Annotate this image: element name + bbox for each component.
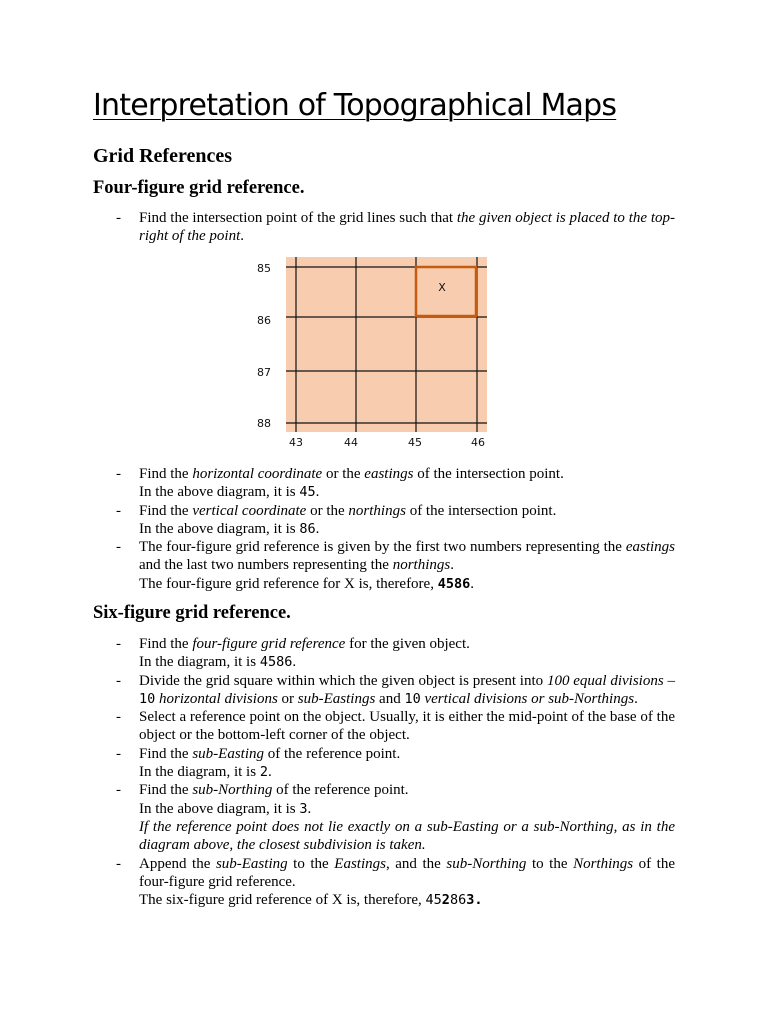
- list-item: [0, 502, 675, 539]
- northing-label: 86: [257, 314, 271, 327]
- list-item: - Divide the grid square within which the given object is present into 100 equal divisions – 10 horizontal divisions or sub-Eastings and 10 vertical divisions or sub-Northings.: [0, 672, 675, 709]
- step-result: In the above diagram, it is 45.: [139, 484, 320, 501]
- step-note: If the reference point does not lie exactly on a sub-Easting or a sub-Northing, as in the diagram above, the closest subdivision is taken.: [139, 818, 675, 854]
- easting-label: 46: [471, 436, 485, 449]
- step-line: - Find the sub-Northing of the reference point.: [139, 782, 409, 799]
- step-result: In the diagram, it is 2.: [139, 764, 272, 781]
- four-figure-steps: [0, 465, 768, 593]
- list-item: [0, 745, 675, 782]
- page-title: Interpretation of Topographical Maps: [93, 88, 617, 123]
- step-result: In the diagram, it is 4586.: [139, 654, 297, 671]
- northing-label: 85: [257, 262, 271, 275]
- result-value: 45: [299, 484, 316, 501]
- result-value: 452863.: [425, 892, 483, 909]
- easting-label: 44: [344, 436, 358, 449]
- step-result: The four-figure grid reference for X is, therefore, 4586.: [139, 575, 474, 592]
- grid-diagram: [250, 252, 500, 452]
- step-line: - Find the four-figure grid reference for the given object.: [139, 636, 470, 652]
- list-item: [0, 538, 675, 593]
- list-item: [0, 781, 675, 854]
- easting-label: 45: [408, 436, 422, 449]
- list-item: [0, 855, 675, 910]
- list-item: [0, 635, 675, 672]
- six-figure-heading: Six-figure grid reference.: [93, 603, 291, 623]
- four-figure-heading: Four-figure grid reference.: [93, 178, 305, 198]
- step-result: In the above diagram, it is 3.: [139, 800, 312, 817]
- step-line: - Find the horizontal coordinate or the eastings of the intersection point.: [139, 466, 564, 482]
- section-heading: Grid References: [93, 145, 233, 167]
- list-item: - Select a reference point on the object. Usually, it is either the mid-point of the base of the object or the bottom-left corner of the object.: [0, 708, 675, 745]
- step-emphasis: the given object is placed to the top-right of the point: [139, 210, 675, 245]
- easting-label: 43: [289, 436, 303, 449]
- northing-label: 87: [257, 366, 271, 379]
- northing-label: 88: [257, 417, 271, 430]
- step-text: Find the intersection point of the grid lines such that: [139, 210, 457, 226]
- six-figure-steps: [0, 635, 768, 909]
- step-line: - Find the sub-Easting of the reference point.: [139, 745, 401, 762]
- step-text: .: [240, 228, 244, 245]
- four-figure-steps-intro: [0, 209, 768, 246]
- result-value: 4586: [437, 575, 471, 592]
- object-label-x: X: [438, 281, 446, 294]
- step-result: In the above diagram, it is 86.: [139, 520, 320, 537]
- step-line: - Append the sub-Easting to the Eastings, and the sub-Northing to the Northings of the four-figure grid reference.: [139, 855, 676, 890]
- grid-background: [286, 257, 487, 432]
- result-value: 86: [299, 520, 316, 537]
- step-line: - Find the vertical coordinate or the northings of the intersection point.: [139, 502, 557, 519]
- result-value: 3: [299, 800, 308, 817]
- result-value: 2: [259, 764, 268, 781]
- list-item: [0, 209, 675, 246]
- result-value: 4586: [259, 654, 293, 671]
- step-line: - The four-figure grid reference is given by the first two numbers representing the eastings and the last two numbers representing the northings.: [139, 539, 675, 574]
- list-item: [0, 465, 675, 502]
- step-result: The six-figure grid reference of X is, therefore, 452863.: [139, 892, 483, 909]
